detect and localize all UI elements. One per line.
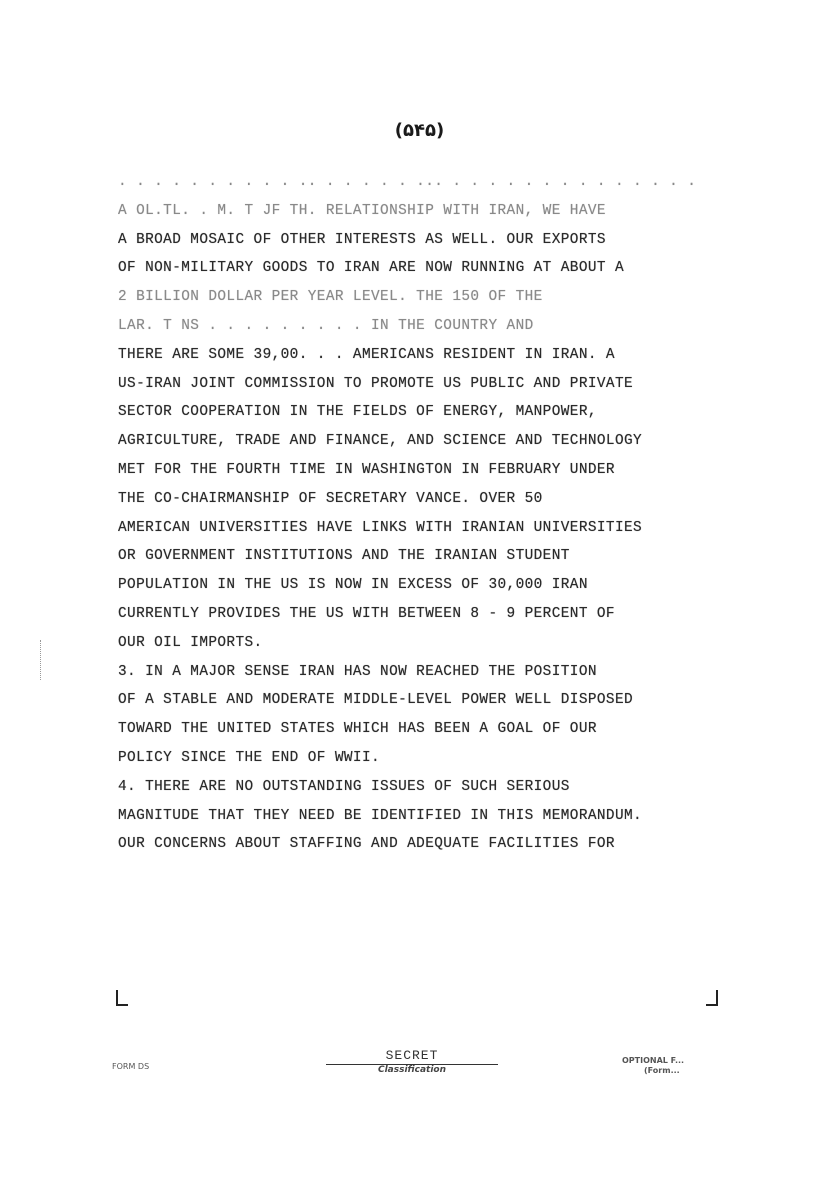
text-line: SECTOR COOPERATION IN THE FIELDS OF ENERGY, MANPOWER, bbox=[118, 404, 597, 421]
classification-block bbox=[282, 1046, 542, 1075]
margin-punch-mark bbox=[40, 640, 44, 680]
crop-mark-right bbox=[706, 990, 718, 1006]
text-line: A OL.TL. . M. T JF TH. RELATIONSHIP WITH IRAN, WE HAVE bbox=[118, 202, 606, 219]
page-number: (۵۴۵) bbox=[394, 120, 445, 141]
memorandum-body bbox=[118, 168, 728, 859]
text-line: AMERICAN UNIVERSITIES HAVE LINKS WITH IRANIAN UNIVERSITIES bbox=[118, 519, 643, 536]
text-line: THE CO-CHAIRMANSHIP OF SECRETARY VANCE. OVER 50 bbox=[118, 490, 543, 507]
optional-form-label: OPTIONAL F... bbox=[622, 1056, 685, 1065]
classification-label: Classification bbox=[377, 1065, 447, 1075]
text-line: MAGNITUDE THAT THEY NEED BE IDENTIFIED IN THIS MEMORANDUM. bbox=[118, 807, 643, 824]
text-line: 4. THERE ARE NO OUTSTANDING ISSUES OF SUCH SERIOUS bbox=[118, 778, 570, 795]
form-number: FORM DS bbox=[112, 1062, 150, 1071]
text-line: POLICY SINCE THE END OF WWII. bbox=[118, 749, 381, 766]
text-line: 3. IN A MAJOR SENSE IRAN HAS NOW REACHED THE POSITION bbox=[118, 663, 597, 680]
text-line: POPULATION IN THE US IS NOW IN EXCESS OF 30,000 IRAN bbox=[118, 577, 588, 594]
text-line: CURRENTLY PROVIDES THE US WITH BETWEEN 8 - 9 PERCENT OF bbox=[118, 605, 615, 622]
text-line: US-IRAN JOINT COMMISSION TO PROMOTE US PUBLIC AND PRIVATE bbox=[118, 375, 634, 392]
text-line: . . . . . . . . . . .. . . . . . ... . . . . . . . . . . . . . . bbox=[118, 174, 697, 190]
optional-form-sub: (Form... bbox=[644, 1066, 680, 1075]
text-line: MET FOR THE FOURTH TIME IN WASHINGTON IN FEBRUARY UNDER bbox=[118, 461, 615, 478]
text-line: OF NON-MILITARY GOODS TO IRAN ARE NOW RUNNING AT ABOUT A bbox=[118, 260, 625, 277]
optional-form-block bbox=[622, 1056, 684, 1076]
text-line: THERE ARE SOME 39,00. . . AMERICANS RESIDENT IN IRAN. A bbox=[118, 346, 615, 363]
text-line: AGRICULTURE, TRADE AND FINANCE, AND SCIENCE AND TECHNOLOGY bbox=[118, 433, 643, 450]
text-line: LAR. T NS . . . . . . . . . IN THE COUNTRY AND bbox=[118, 317, 534, 334]
text-line: OUR CONCERNS ABOUT STAFFING AND ADEQUATE FACILITIES FOR bbox=[118, 836, 615, 853]
text-line: OUR OIL IMPORTS. bbox=[118, 634, 263, 651]
classification-value: SECRET bbox=[326, 1048, 499, 1065]
text-line: 2 BILLION DOLLAR PER YEAR LEVEL. THE 150 OF THE bbox=[118, 289, 543, 306]
text-line: A BROAD MOSAIC OF OTHER INTERESTS AS WELL. OUR EXPORTS bbox=[118, 231, 606, 248]
text-line: OF A STABLE AND MODERATE MIDDLE-LEVEL POWER WELL DISPOSED bbox=[118, 692, 634, 709]
crop-mark-left bbox=[116, 990, 128, 1006]
text-line: TOWARD THE UNITED STATES WHICH HAS BEEN A GOAL OF OUR bbox=[118, 721, 597, 738]
text-line: OR GOVERNMENT INSTITUTIONS AND THE IRANIAN STUDENT bbox=[118, 548, 570, 565]
